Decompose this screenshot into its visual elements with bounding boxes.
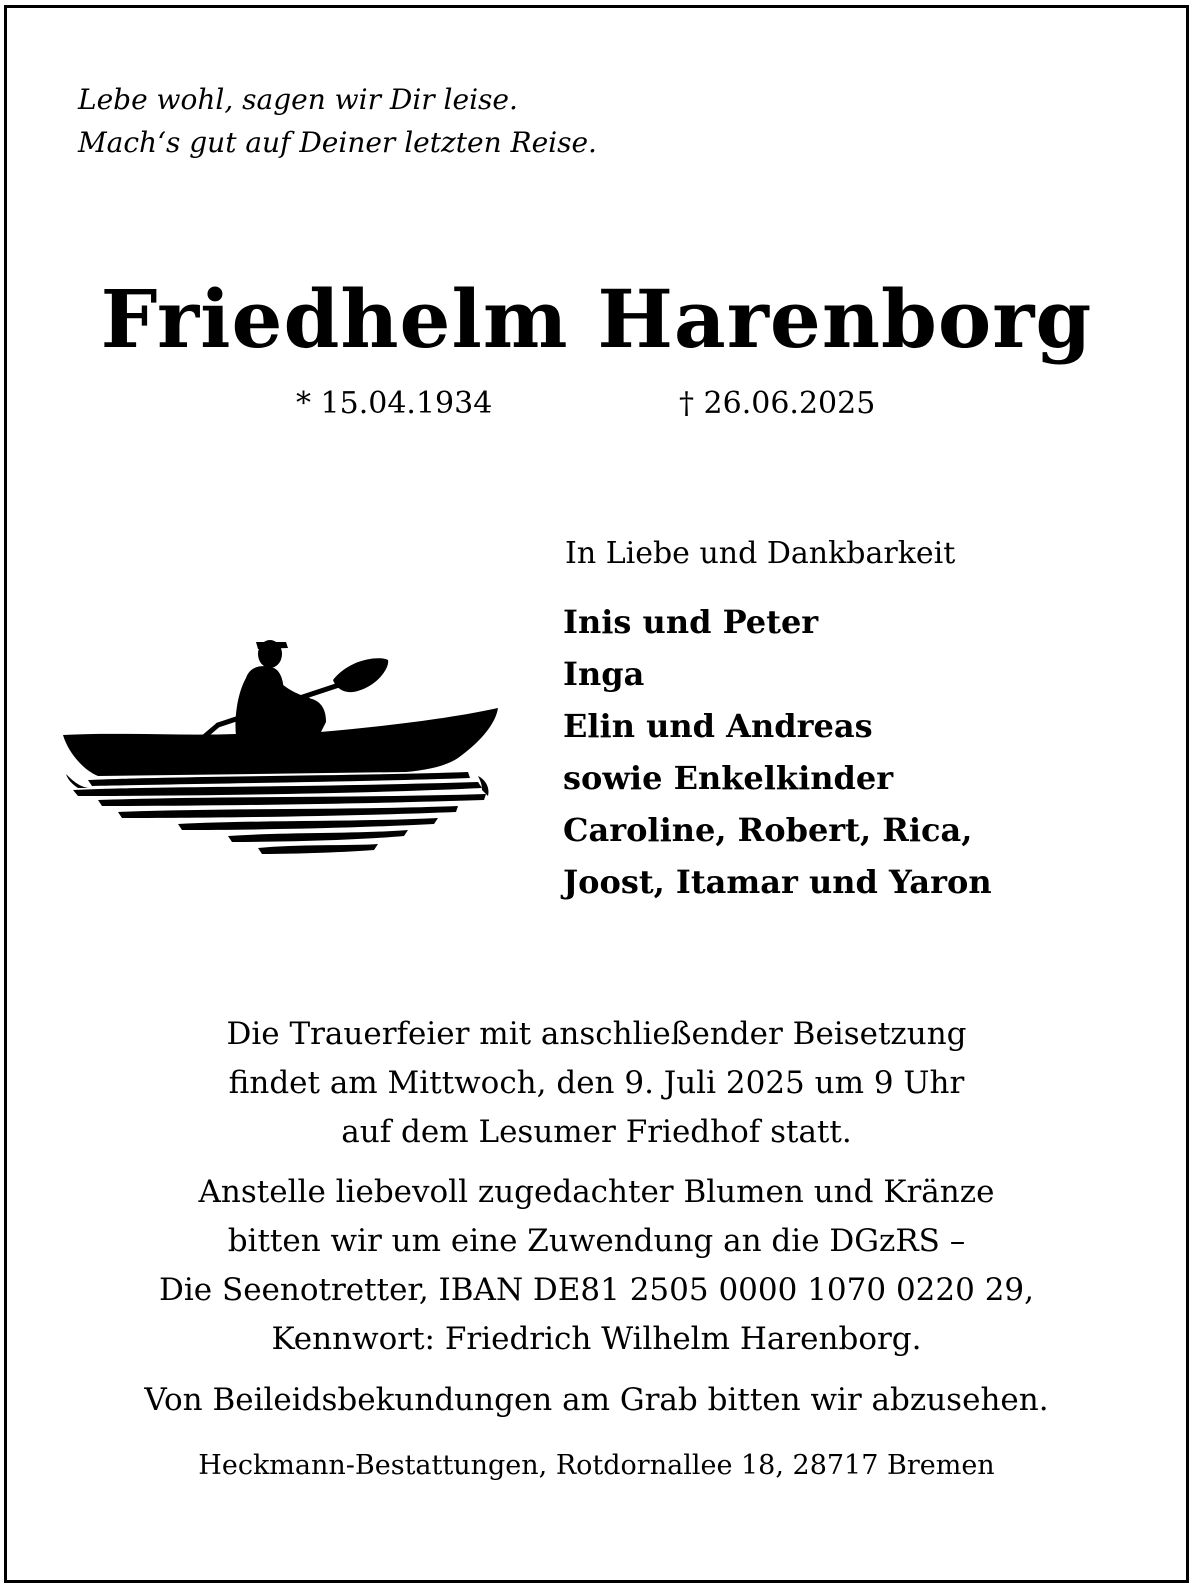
ceremony-info [0, 1010, 1193, 1157]
funeral-home: Heckmann-Bestattungen, Rotdornallee 18, 28717 Bremen [198, 1450, 995, 1481]
motto [78, 78, 597, 164]
mourner-line: Inga [563, 655, 645, 693]
donation-line: Kennwort: Friedrich Wilhelm Harenborg. [271, 1321, 922, 1357]
kayak-silhouette-icon [58, 630, 503, 870]
donation-line: Die Seenotretter, IBAN DE81 2505 0000 1070 0220 29, [159, 1272, 1034, 1308]
mourner-line: Elin und Andreas [563, 707, 873, 745]
mourner-line: sowie Enkelkinder [563, 759, 894, 797]
paddler [235, 640, 326, 736]
ceremony-line: findet am Mittwoch, den 9. Juli 2025 um 9 Uhr [228, 1065, 965, 1101]
mourner-line: Inis und Peter [563, 603, 819, 641]
condolence-note [0, 1376, 1193, 1425]
water-reflection [66, 772, 489, 854]
deceased-name: Friedhelm Harenborg [100, 272, 1093, 366]
ceremony-line: Die Trauerfeier mit anschließender Beisetzung [226, 1016, 967, 1052]
mourners-list [563, 596, 992, 908]
birth-date: * 15.04.1934 [296, 386, 493, 421]
mourner-line: Joost, Itamar und Yaron [563, 863, 992, 901]
donation-line: Anstelle liebevoll zugedachter Blumen und Kränze [198, 1174, 995, 1210]
donation-info [0, 1168, 1193, 1364]
ceremony-line: auf dem Lesumer Friedhof statt. [341, 1114, 852, 1150]
death-date: † 26.06.2025 [679, 386, 876, 421]
condolence-line: Von Beileidsbekundungen am Grab bitten wir abzusehen. [144, 1382, 1049, 1418]
motto-line-2: Mach‘s gut auf Deiner letzten Reise. [78, 126, 597, 159]
motto-line-1: Lebe wohl, sagen wir Dir leise. [78, 83, 518, 116]
mourner-line: Caroline, Robert, Rica, [563, 811, 973, 849]
mourners-intro: In Liebe und Dankbarkeit [565, 536, 956, 571]
donation-line: bitten wir um eine Zuwendung an die DGzRS – [227, 1223, 966, 1259]
